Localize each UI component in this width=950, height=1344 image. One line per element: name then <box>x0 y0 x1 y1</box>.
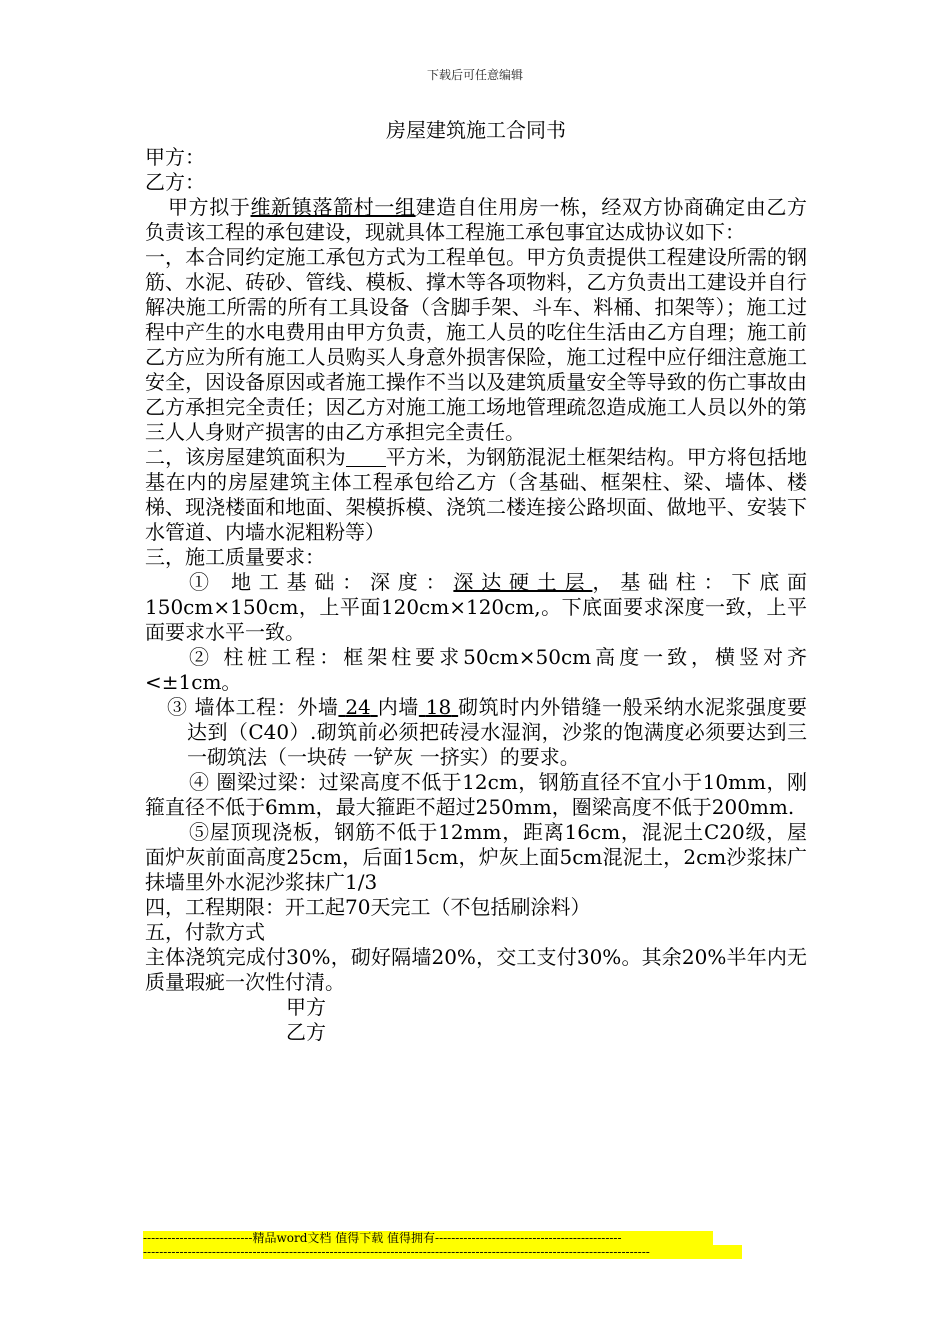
clause-2-after: 平方米，为钢筋混泥土框架结构。甲方将包括地基在内的房屋建筑主体工程承包给乙方（含基础、框架柱、梁、墙体、楼梯、现浇楼面和地面、架模拆模、浇筑二楼连接公路坝面、做地平、安装下水管道、内墙水泥粗粉等） <box>145 445 808 544</box>
clause-2 <box>145 445 807 545</box>
clause-4: 四，工程期限：开工起70天完工（不包括刷涂料） <box>145 895 591 919</box>
item-3-part-1: ③ 墙体工程：外墙 <box>167 695 339 719</box>
header-note: 下载后可任意编辑 <box>426 68 523 82</box>
clause-2-before: 二，该房屋建筑面积为 <box>145 445 346 469</box>
quality-item-2: ② 柱桩工程：框架柱要求50cm×50cm高度一致，横竖对齐<±1cm。 <box>145 645 807 694</box>
outer-wall-thickness: 24 <box>345 695 371 719</box>
area-blank <box>346 446 386 467</box>
construction-place: 维新镇落箭村一组 <box>250 195 416 219</box>
inner-wall-thickness: 18 <box>425 695 452 719</box>
item-3-part-2: 内墙 <box>377 695 419 719</box>
intro-paragraph <box>145 195 807 245</box>
intro-before: 甲方拟于 <box>168 195 251 219</box>
item-3-part-3: 砌筑时内外错缝一般采纳水泥浆强度要达到（C40）.砌筑前必须把砖浸水湿润，沙浆的饱满度必须要达到三一砌筑法（一块砖 一铲灰 一挤实）的要求。 <box>187 695 808 769</box>
quality-item-3 <box>145 695 807 770</box>
intro-after: 建造自住用房一栋，经双方协商确定由乙方负责该工程的承包建设，现就具体工程施工承包事宜达成协议如下： <box>145 195 808 244</box>
signature-party-a: 甲方 <box>286 995 326 1019</box>
clause-5-body: 主体浇筑完成付30%，砌好隔墙20%，交工支付30%。其余20%半年内无质量瑕疵一次性付清。 <box>145 945 807 994</box>
quality-item-5: ⑤屋顶现浇板，钢筋不低于12mm，距离16cm，混泥土C20级，屋面炉灰前面高度25cm，后面15cm，炉灰上面5cm混泥土，2cm沙浆抹广抹墙里外水泥沙浆抹广1/3 <box>145 820 807 894</box>
footer-line-2: ----------------------------------------------------------------------------------------------------------------------------- <box>143 1245 742 1259</box>
footer-line-1: ---------------------------精品word文档 值得下载 值得拥有---------------------------------------------- <box>143 1231 713 1245</box>
document-title: 房屋建筑施工合同书 <box>386 118 566 142</box>
quality-item-1 <box>145 570 807 645</box>
quality-item-4: ④ 圈梁过梁：过梁高度不低于12cm，钢筋直径不宜小于10mm，刚箍直径不低于6mm，最大箍距不超过250mm，圈梁高度不低于200mm. <box>145 770 807 819</box>
clause-3-heading: 三，施工质量要求： <box>145 545 325 569</box>
signature-party-b: 乙方 <box>286 1020 326 1044</box>
clause-5-heading: 五，付款方式 <box>145 920 265 944</box>
clause-1: 一，本合同约定施工承包方式为工程单包。甲方负责提供工程建设所需的钢筋、水泥、砖砂、管线、模板、撑木等各项物料，乙方负责出工建设并自行解决施工所需的所有工具设备（含脚手架、斗车、料桶、扣架等）；施工过程中产生的水电费用由甲方负责，施工人员的吃住生活由乙方自理；施工前乙方应为所有施工人员购买人身意外损害保险，施工过程中应仔细注意施工安全，因设备原因或者施工操作不当以及建筑质量安全等导致的伤亡事故由乙方承担完全责任；因乙方对施工施工场地管理疏忽造成施工人员以外的第三人人身财产损害的由乙方承担完全责任。 <box>145 245 807 444</box>
item-1-before: ① 地工基础：深度： <box>189 570 454 594</box>
item-1-after: ，基础柱：下底面150cm×150cm，上平面120cm×120cm,。下底面要求深度一致，上平面要求水平一致。 <box>145 570 808 644</box>
party-b-line: 乙方： <box>145 170 205 194</box>
foundation-depth: 深达硬土层 <box>453 570 593 594</box>
contract-body <box>145 118 807 1045</box>
footer-banner <box>143 1231 742 1259</box>
party-a-line: 甲方： <box>145 145 205 169</box>
